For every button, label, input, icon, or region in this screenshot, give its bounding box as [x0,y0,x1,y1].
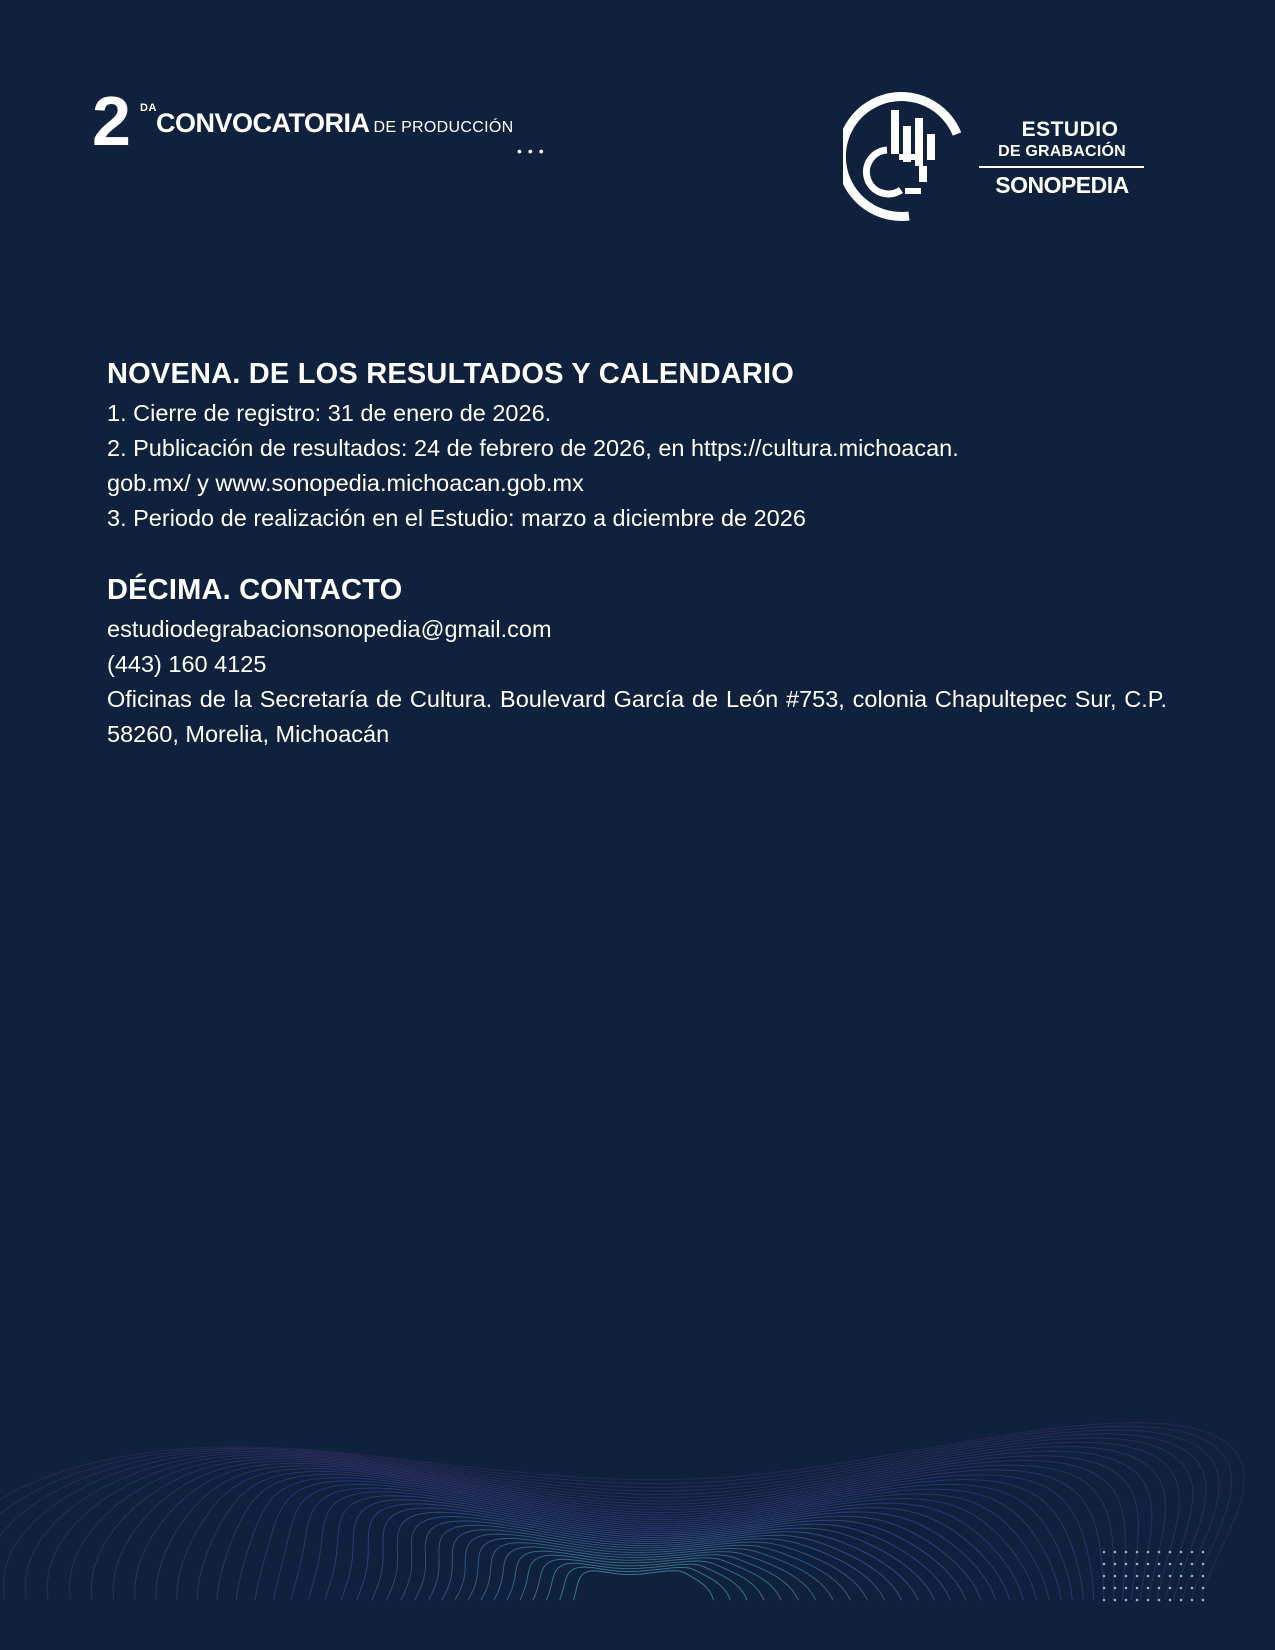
wave-line [442,1530,885,1600]
grid-dot [1103,1599,1106,1602]
wave-line [0,1423,1244,1600]
grid-dot [1114,1563,1117,1566]
grid-dot [1191,1563,1194,1566]
grid-dot [1147,1575,1150,1578]
grid-dot [1125,1587,1128,1590]
decorative-dot-grid [1100,1548,1210,1608]
grid-dot [1125,1563,1128,1566]
grid-dot [1125,1551,1128,1554]
grid-dot [1125,1599,1128,1602]
grid-dot [1158,1575,1161,1578]
section-title-decima: DÉCIMA. CONTACTO [107,574,403,606]
convocatoria-title [156,108,513,139]
grid-dot [1114,1599,1117,1602]
convocatoria-subtitle: DE PRODUCCIÓN [373,119,514,136]
wave-line [546,1563,747,1600]
grid-dot [1114,1587,1117,1590]
grid-dot [1180,1551,1183,1554]
section-gap [107,536,1167,572]
grid-dot [1147,1563,1150,1566]
grid-dot [1191,1551,1194,1554]
contact-address: Oficinas de la Secretaría de Cultura. Boulevard García de León #753, colonia Chapultepec Sur, C.P. 58260, Morelia, Michoacán [107,686,1167,747]
main-content [107,356,1167,752]
decorative-dots: ••• [517,143,550,159]
grid-dot [1158,1599,1161,1602]
grid-dot [1169,1575,1172,1578]
logo-rule [979,166,1144,168]
grid-dot [1114,1551,1117,1554]
grid-dot [1191,1599,1194,1602]
edition-number: 2 [92,82,129,160]
wave-line [308,1492,1023,1600]
grid-dot [1147,1551,1150,1554]
wave-line [520,1555,781,1600]
grid-dot [1158,1563,1161,1566]
grid-dot [1147,1587,1150,1590]
section-title-novena: NOVENA. DE LOS RESULTADOS Y CALENDARIO [107,358,795,390]
grid-dot [1103,1563,1106,1566]
contact-email: estudiodegrabacionsonopedia@gmail.com [107,616,552,642]
convocatoria-mark [92,82,592,162]
wave-line [273,1484,1049,1600]
grid-dot [1169,1599,1172,1602]
novena-line-1: 1. Cierre de registro: 31 de enero de 2026. [107,400,552,426]
grid-dot [1180,1587,1183,1590]
grid-dot [1180,1599,1183,1602]
logo-line-sonopedia: SONOPEDIA [995,172,1129,198]
wave-line [357,1504,981,1600]
novena-line-4: 3. Periodo de realización en el Estudio: marzo a diciembre de 2026 [107,505,806,531]
sonopedia-logo [843,88,1143,223]
novena-line-3: gob.mx/ y www.sonopedia.michoacan.gob.mx [107,470,584,496]
grid-dot [1103,1551,1106,1554]
logo-line-grabacion: DE GRABACIÓN [998,143,1126,160]
grid-dot [1103,1575,1106,1578]
grid-dot [1202,1563,1205,1566]
wave-line [325,1496,1010,1600]
grid-dot [1191,1587,1194,1590]
edition-superscript: DA [140,102,157,114]
convocatoria-title-text: CONVOCATORIA [156,108,370,138]
novena-line-2: 2. Publicación de resultados: 24 de febrero de 2026, en https://cultura.michoacan. [107,435,959,461]
grid-dot [1147,1599,1150,1602]
wave-line [3,1434,1206,1600]
grid-dot [1202,1551,1205,1554]
grid-dot [1158,1551,1161,1554]
sonopedia-logo-icon [843,88,973,223]
logo-line-estudio: ESTUDIO [1021,118,1119,141]
wave-line [177,1469,1104,1600]
grid-dot [1136,1599,1139,1602]
grid-dot [1103,1587,1106,1590]
grid-dot [1191,1575,1194,1578]
grid-dot [1136,1587,1139,1590]
wave-line [574,1571,714,1600]
grid-dot [1158,1587,1161,1590]
grid-dot [1169,1587,1172,1590]
grid-dot [1180,1563,1183,1566]
grid-dot [1180,1575,1183,1578]
grid-dot [1169,1551,1172,1554]
wave-line [91,1451,1152,1600]
grid-dot [1136,1575,1139,1578]
contact-phone: (443) 160 4125 [107,651,267,677]
grid-dot [1136,1563,1139,1566]
grid-dot [1202,1575,1205,1578]
grid-dot [1125,1575,1128,1578]
grid-dot [1136,1551,1139,1554]
grid-dot [1114,1575,1117,1578]
grid-dot [1169,1563,1172,1566]
grid-dot [1202,1587,1205,1590]
decorative-wave-lines [0,1270,1275,1650]
grid-dot [1202,1599,1205,1602]
